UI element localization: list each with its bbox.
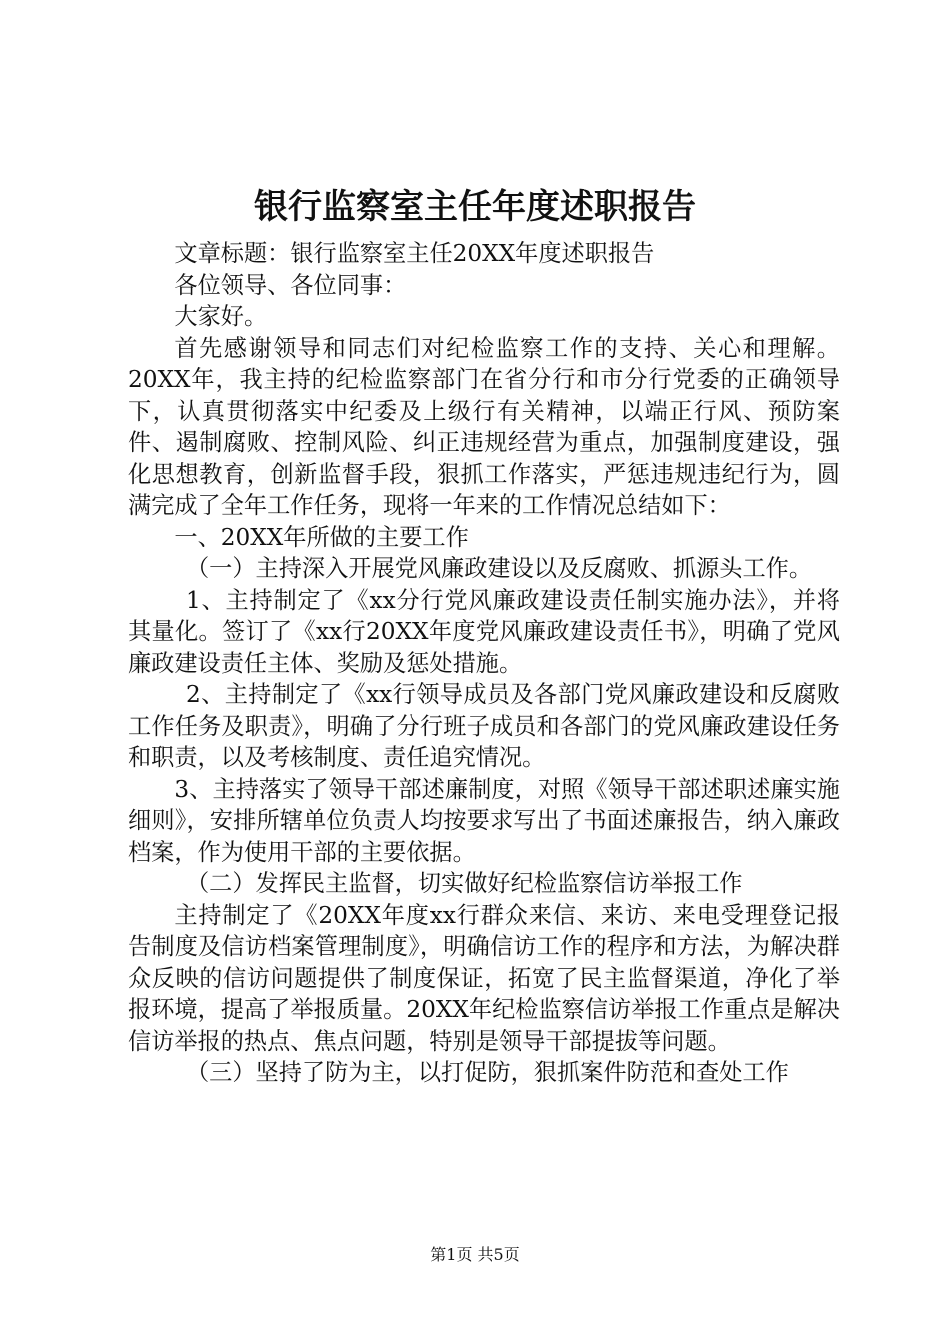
item-paragraph-1: 1、主持制定了《xx分行党风廉政建设责任制实施办法》，并将其量化。签订了《xx行20XX年度党风廉政建设责任书》，明确了党风廉政建设责任主体、奖励及惩处措施。 bbox=[128, 586, 840, 677]
greeting: 大家好。 bbox=[174, 303, 268, 330]
document-body bbox=[128, 238, 840, 1089]
section-heading-1: 一、20XX年所做的主要工作 bbox=[174, 523, 469, 551]
article-title-line: 文章标题：银行监察室主任20XX年度述职报告 bbox=[174, 240, 655, 267]
subsection-heading-3: （三）坚持了防为主，以打促防，狠抓案件防范和查处工作 bbox=[186, 1059, 789, 1086]
petition-paragraph: 主持制定了《20XX年度xx行群众来信、来访、来电受理登记报告制度及信访档案管理制度》，明确信访工作的程序和方法，为解决群众反映的信访问题提供了制度保证，拓宽了民主监督渠道，净化了举报环境，提高了举报质量。20XX年纪检监察信访举报工作重点是解决信访举报的热点、焦点问题，特别是领导干部提拔等问题。 bbox=[128, 901, 840, 1055]
item-paragraph-2: 2、主持制定了《xx行领导成员及各部门党风廉政建设和反腐败工作任务及职责》，明确了分行班子成员和各部门的党风廉政建设任务和职责，以及考核制度、责任追究情况。 bbox=[128, 681, 840, 771]
intro-paragraph: 首先感谢领导和同志们对纪检监察工作的支持、关心和理解。20XX年，我主持的纪检监察部门在省分行和市分行党委的正确领导下，认真贯彻落实中纪委及上级行有关精神，以端正行风、预防案件、遏制腐败、控制风险、纠正违规经营为重点，加强制度建设，强化思想教育，创新监督手段，狠抓工作落实，严惩违规违纪行为，圆满完成了全年工作任务，现将一年来的工作情况总结如下： bbox=[128, 334, 840, 519]
item-paragraph-3: 3、主持落实了领导干部述廉制度，对照《领导干部述职述廉实施细则》，安排所辖单位负责人均按要求写出了书面述廉报告，纳入廉政档案，作为使用干部的主要依据。 bbox=[128, 775, 840, 866]
document-title: 银行监察室主任年度述职报告 bbox=[254, 187, 696, 227]
page-number-footer: 第1页 共5页 bbox=[430, 1245, 520, 1264]
salutation: 各位领导、各位同事： bbox=[174, 271, 407, 299]
subsection-heading-2: （二）发挥民主监督，切实做好纪检监察信访举报工作 bbox=[186, 870, 743, 897]
subsection-heading-1: （一）主持深入开展党风廉政建设以及反腐败、抓源头工作。 bbox=[186, 555, 813, 582]
